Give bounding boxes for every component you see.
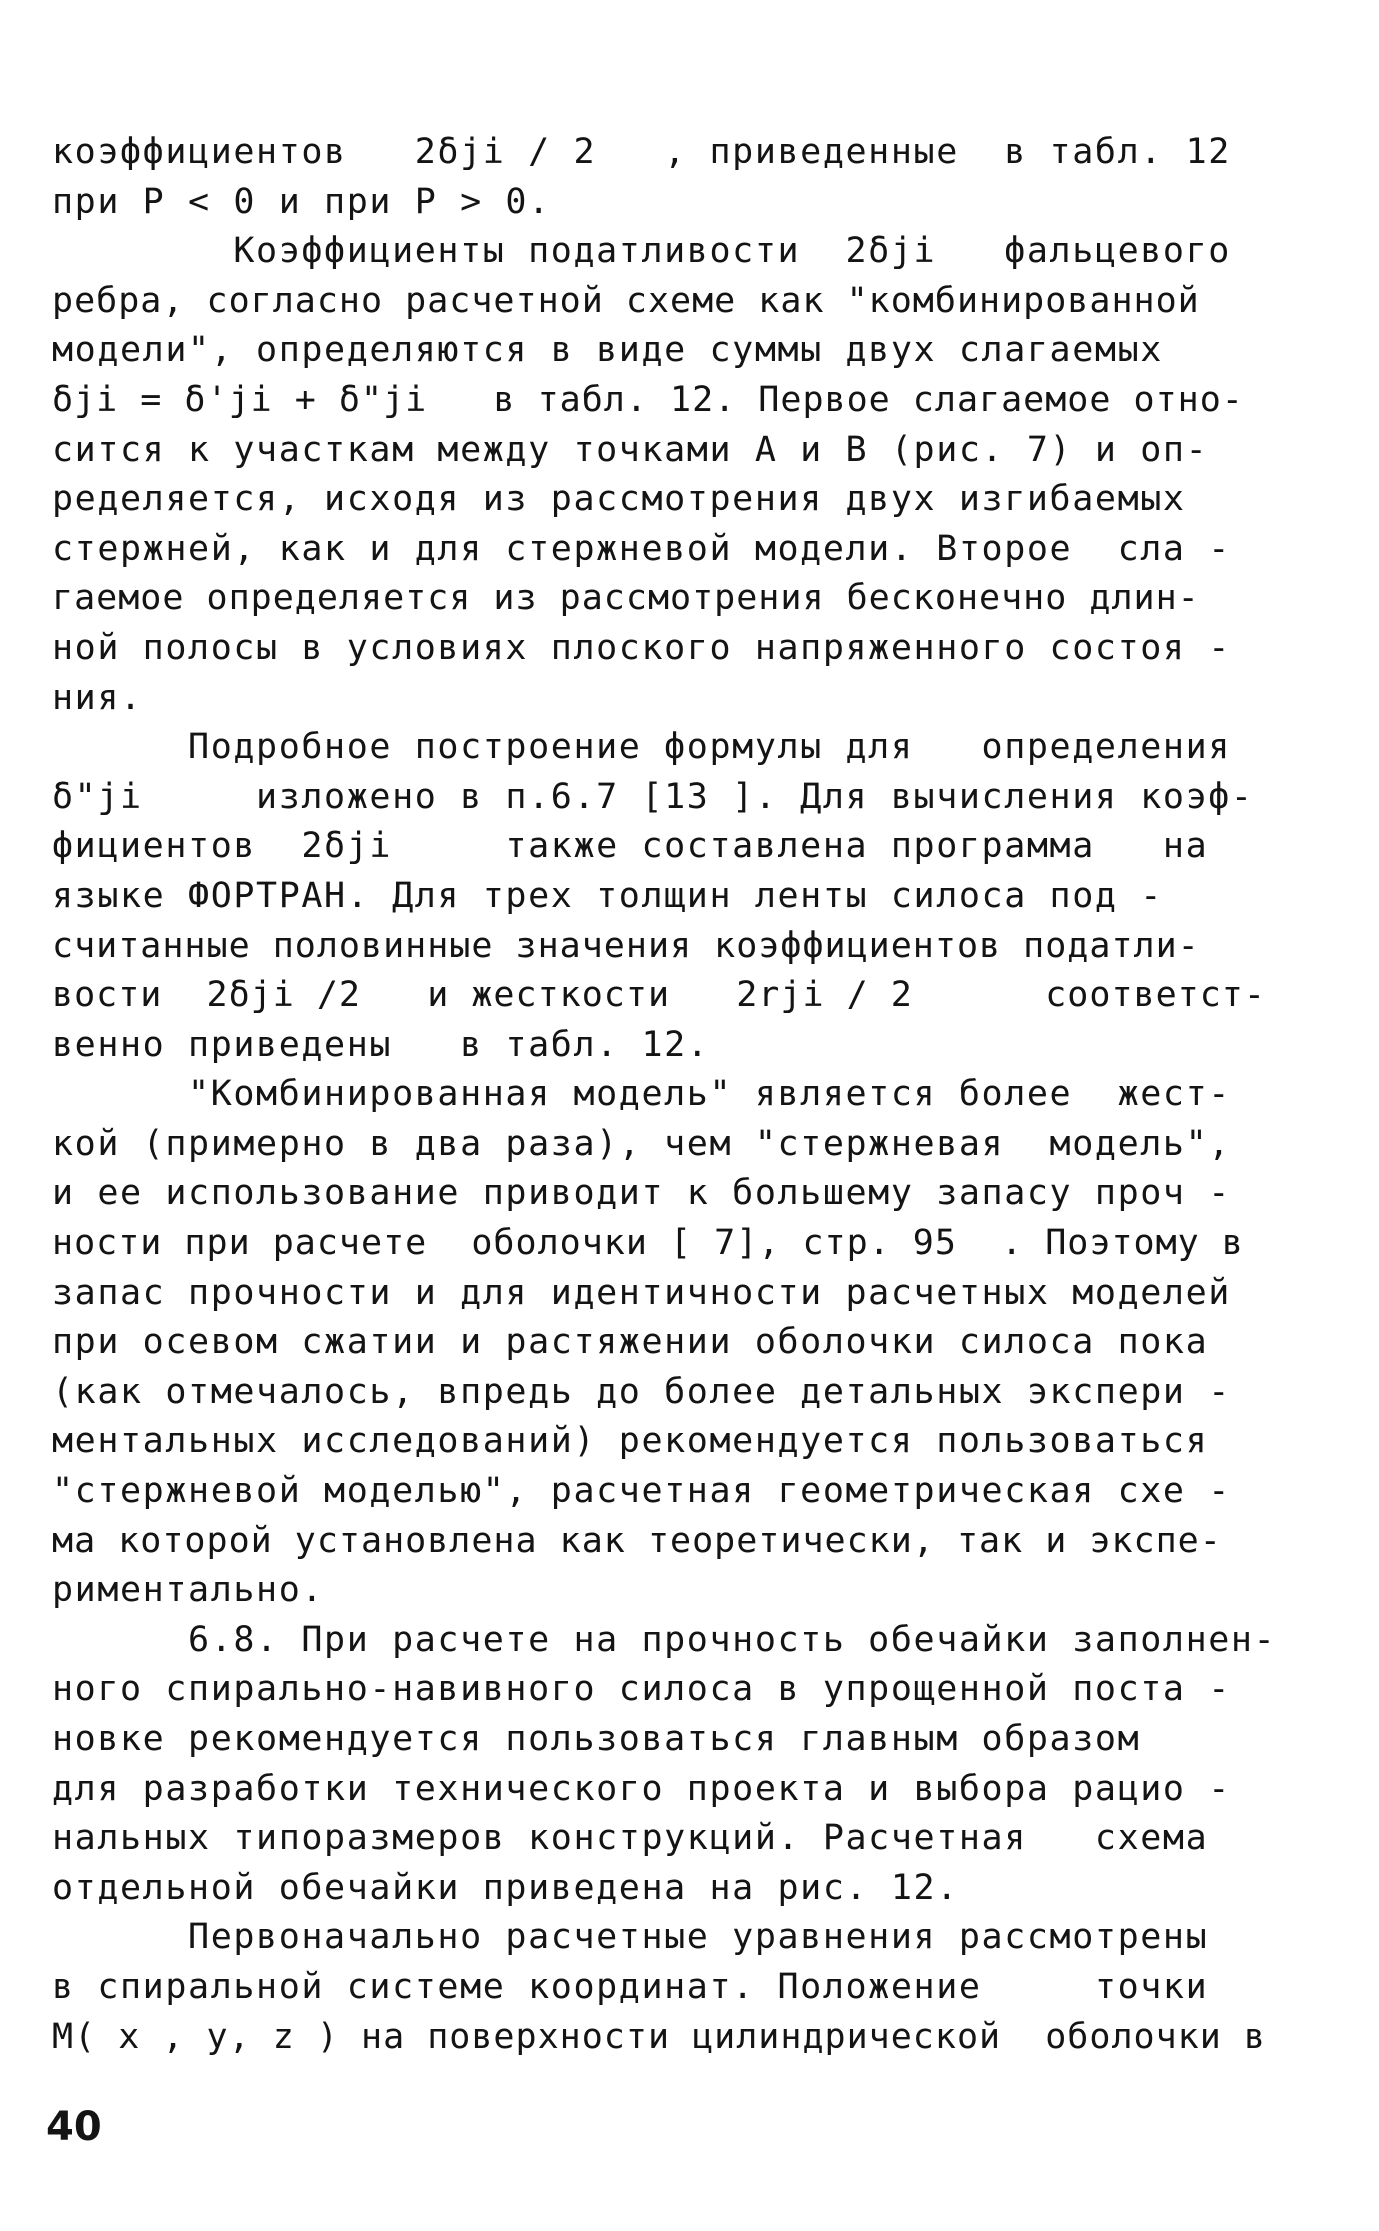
page-number: 40	[46, 2104, 102, 2150]
text-line: отдельной обечайки приведена на рис. 12.	[52, 1867, 959, 1908]
text-line: M( x , y, z ) на поверхности цилиндрической оболочки в	[52, 2016, 1266, 2057]
text-line: венно приведены в табл. 12.	[52, 1024, 710, 1065]
text-line: ной полосы в условиях плоского напряженного состоя -	[52, 627, 1231, 668]
text-line: риментально.	[52, 1570, 325, 1611]
text-line: считанные половинные значения коэффициентов податли-	[52, 925, 1200, 966]
text-line: Первоначально расчетные уравнения рассмотрены	[52, 1917, 1209, 1958]
text-line: гаемое определяется из рассмотрения бесконечно длин-	[52, 578, 1200, 619]
text-line: при Р < 0 и при Р > 0.	[52, 181, 551, 222]
text-line: языке ФОРТРАН. Для трех толщин ленты силоса под -	[52, 875, 1163, 916]
text-line: "стержневой моделью", расчетная геометрическая схе -	[52, 1471, 1231, 1512]
text-line: фициентов 2δji также составлена программа на	[52, 826, 1209, 867]
text-line: ментальных исследований) рекомендуется пользоваться	[52, 1421, 1209, 1462]
text-line: Коэффициенты податливости 2δji фальцевого	[52, 231, 1231, 272]
text-line: запас прочности и для идентичности расчетных моделей	[52, 1272, 1231, 1313]
text-line: и ее использование приводит к большему запасу проч -	[52, 1173, 1231, 1214]
text-line: ного спирально-навивного силоса в упрощенной поста -	[52, 1669, 1231, 1710]
text-line: (как отмечалось, впредь до более детальных экспери -	[52, 1371, 1231, 1412]
text-line: сится к участкам между точками А и В (рис. 7) и оп-	[52, 429, 1209, 470]
text-line: 6.8. При расчете на прочность обечайки заполнен-	[52, 1619, 1277, 1660]
text-line: δji = δ'ji + δ"ji в табл. 12. Первое слагаемое отно-	[52, 379, 1244, 420]
text-line: в спиральной системе координат. Положение точки	[52, 1966, 1209, 2007]
text-line: δ"ji изложено в п.6.7 [13 ]. Для вычисления коэф-	[52, 776, 1254, 817]
text-line: ма которой установлена как теоретически, так и экспе-	[52, 1520, 1222, 1561]
text-line: при осевом сжатии и растяжении оболочки силоса пока	[52, 1322, 1209, 1363]
text-line: ния.	[52, 677, 143, 718]
text-line: модели", определяются в виде суммы двух слагаемых	[52, 330, 1163, 371]
text-line: для разработки технического проекта и выбора рацио -	[52, 1768, 1231, 1809]
text-line: нальных типоразмеров конструкций. Расчетная схема	[52, 1818, 1209, 1859]
text-line: новке рекомендуется пользоваться главным образом	[52, 1719, 1141, 1759]
text-line: вости 2δji /2 и жесткости 2rji / 2 соответст-	[52, 975, 1266, 1016]
text-line: "Комбинированная модель" является более жест-	[52, 1074, 1231, 1115]
text-line: кой (примерно в два раза), чем "стержневая модель",	[52, 1123, 1231, 1164]
text-line: стержней, как и для стержневой модели. Второе сла -	[52, 528, 1231, 569]
text-line: ределяется, исходя из рассмотрения двух изгибаемых	[52, 479, 1186, 520]
text-line: коэффициентов 2δji / 2 , приведенные в табл. 12	[52, 132, 1231, 172]
text-line: Подробное построение формулы для определения	[52, 727, 1231, 768]
text-line: ребра, согласно расчетной схеме как "комбинированной	[52, 280, 1200, 321]
document-body	[52, 128, 1342, 2062]
text-line: ности при расчете оболочки [ 7], стр. 95 . Поэтому в	[52, 1223, 1244, 1264]
